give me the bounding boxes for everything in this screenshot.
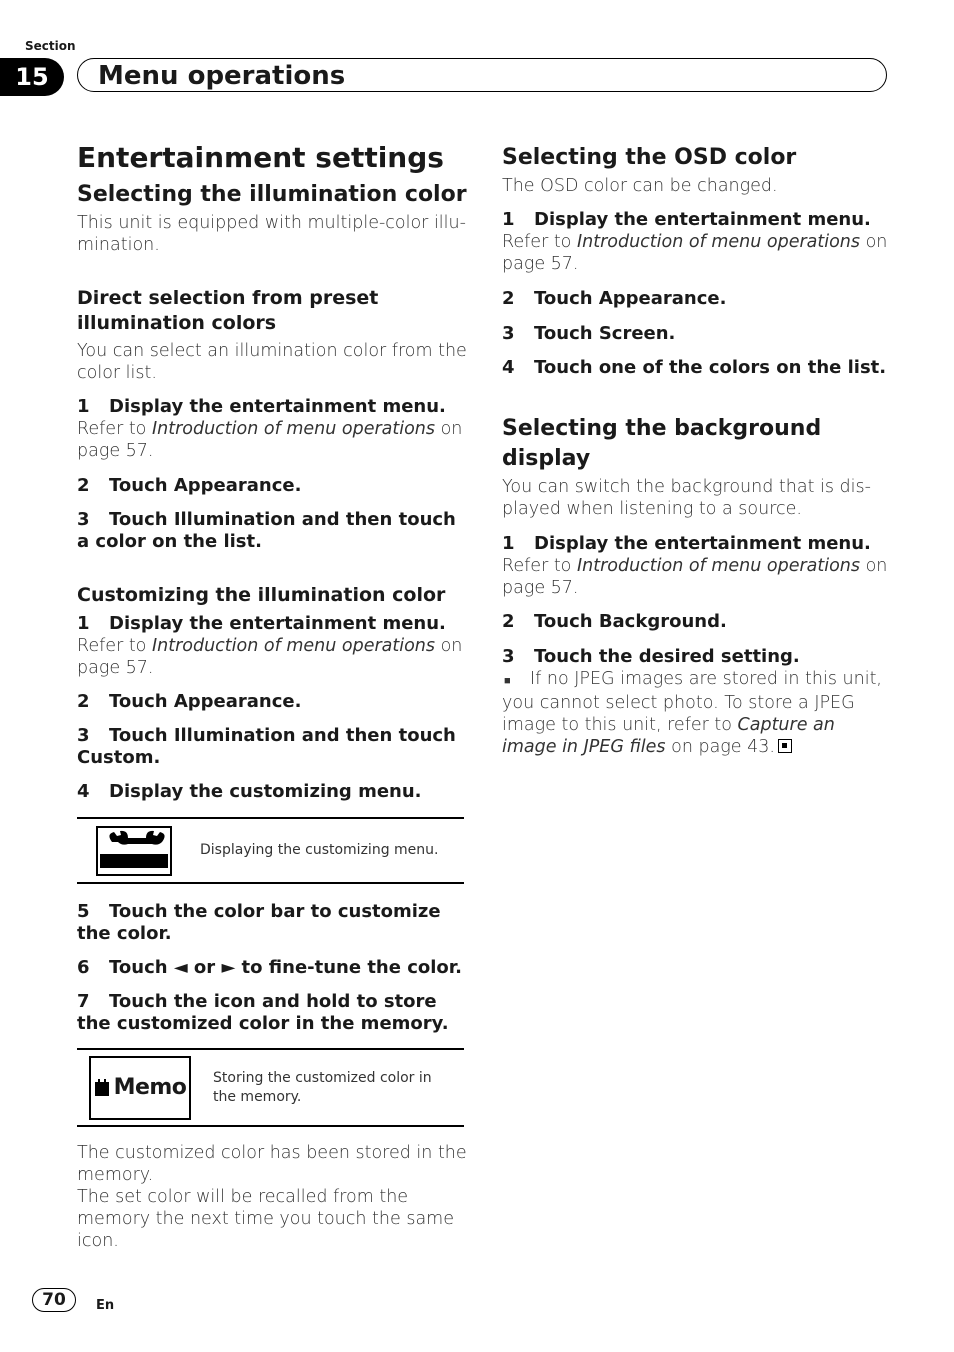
- memo-label: Memo: [113, 1075, 187, 1100]
- preset-step-3: 3 Touch Illumination and then touch a color on the list.: [77, 509, 456, 552]
- right-column: [502, 140, 892, 758]
- left-column: [77, 140, 467, 1252]
- wrench-icon: [96, 826, 172, 876]
- osd-heading: Selecting the OSD color: [502, 145, 797, 170]
- osd-step-3: 3 Touch Screen.: [502, 323, 676, 344]
- background-step-2: 2 Touch Background.: [502, 611, 727, 632]
- background-heading: Selecting the background display: [502, 416, 822, 471]
- background-note: ■ If no JPEG images are stored in this unit, you cannot select photo. To store a JPEG image to this unit, refer to Capture an image in JPEG files on page 43.: [502, 669, 882, 757]
- page-number: 70: [32, 1288, 76, 1312]
- section-title: Menu operations: [98, 61, 346, 91]
- osd-step-1-reference: Refer to Introduction of menu operations on page 57.: [502, 232, 888, 274]
- bullet-square-icon: ■: [504, 674, 511, 687]
- illumination-intro: This unit is equipped with multiple-color illu- mination.: [77, 213, 466, 255]
- customizing-menu-note: [77, 817, 464, 884]
- memo-note: [77, 1048, 464, 1127]
- custom-step-4: 4 Display the customizing menu.: [77, 781, 422, 802]
- osd-intro: The OSD color can be changed.: [502, 176, 778, 196]
- page-title: Entertainment settings: [77, 141, 444, 174]
- osd-step-4: 4 Touch one of the colors on the list.: [502, 357, 887, 378]
- preset-step-2: 2 Touch Appearance.: [77, 475, 302, 496]
- preset-step-1-reference: Refer to Introduction of menu operations on page 57.: [77, 419, 463, 461]
- customizing-menu-note-text: Displaying the customizing menu.: [200, 842, 439, 858]
- custom-result-1: The customized color has been stored in the memory.: [77, 1143, 467, 1185]
- background-step-1: 1 Display the entertainment menu.: [502, 533, 871, 554]
- memo-pad-icon: [94, 1079, 110, 1097]
- memo-note-text: Storing the customized color in the memory.: [213, 1069, 432, 1105]
- custom-step-5: 5 Touch the color bar to customize the color.: [77, 901, 441, 944]
- custom-heading: Customizing the illumination color: [77, 584, 446, 606]
- custom-step-7: 7 Touch the icon and hold to store the customized color in the memory.: [77, 991, 449, 1034]
- language-label: En: [96, 1298, 115, 1313]
- custom-step-1: 1 Display the entertainment menu.: [77, 613, 446, 634]
- background-intro: You can switch the background that is dis- played when listening to a source.: [502, 477, 871, 519]
- custom-step-6: 6 Touch ◄ or ► to fine-tune the color.: [77, 957, 462, 978]
- preset-step-1: 1 Display the entertainment menu.: [77, 396, 446, 417]
- preset-intro: You can select an illumination color from the color list.: [77, 341, 467, 383]
- end-of-section-icon: [778, 739, 792, 753]
- osd-step-2: 2 Touch Appearance.: [502, 288, 727, 309]
- section-number-badge: 15: [0, 58, 64, 96]
- illumination-heading: Selecting the illumination color: [77, 182, 467, 207]
- background-step-3: 3 Touch the desired setting.: [502, 646, 800, 667]
- custom-step-1-reference: Refer to Introduction of menu operations on page 57.: [77, 636, 463, 678]
- custom-step-2: 2 Touch Appearance.: [77, 691, 302, 712]
- memo-icon: [89, 1056, 191, 1120]
- section-label: Section: [25, 39, 76, 53]
- osd-step-1: 1 Display the entertainment menu.: [502, 209, 871, 230]
- preset-heading: Direct selection from preset illumination colors: [77, 287, 379, 334]
- custom-step-3: 3 Touch Illumination and then touch Custom.: [77, 725, 456, 768]
- background-step-1-reference: Refer to Introduction of menu operations on page 57.: [502, 556, 888, 598]
- custom-result-2: The set color will be recalled from the memory the next time you touch the same icon.: [77, 1187, 454, 1251]
